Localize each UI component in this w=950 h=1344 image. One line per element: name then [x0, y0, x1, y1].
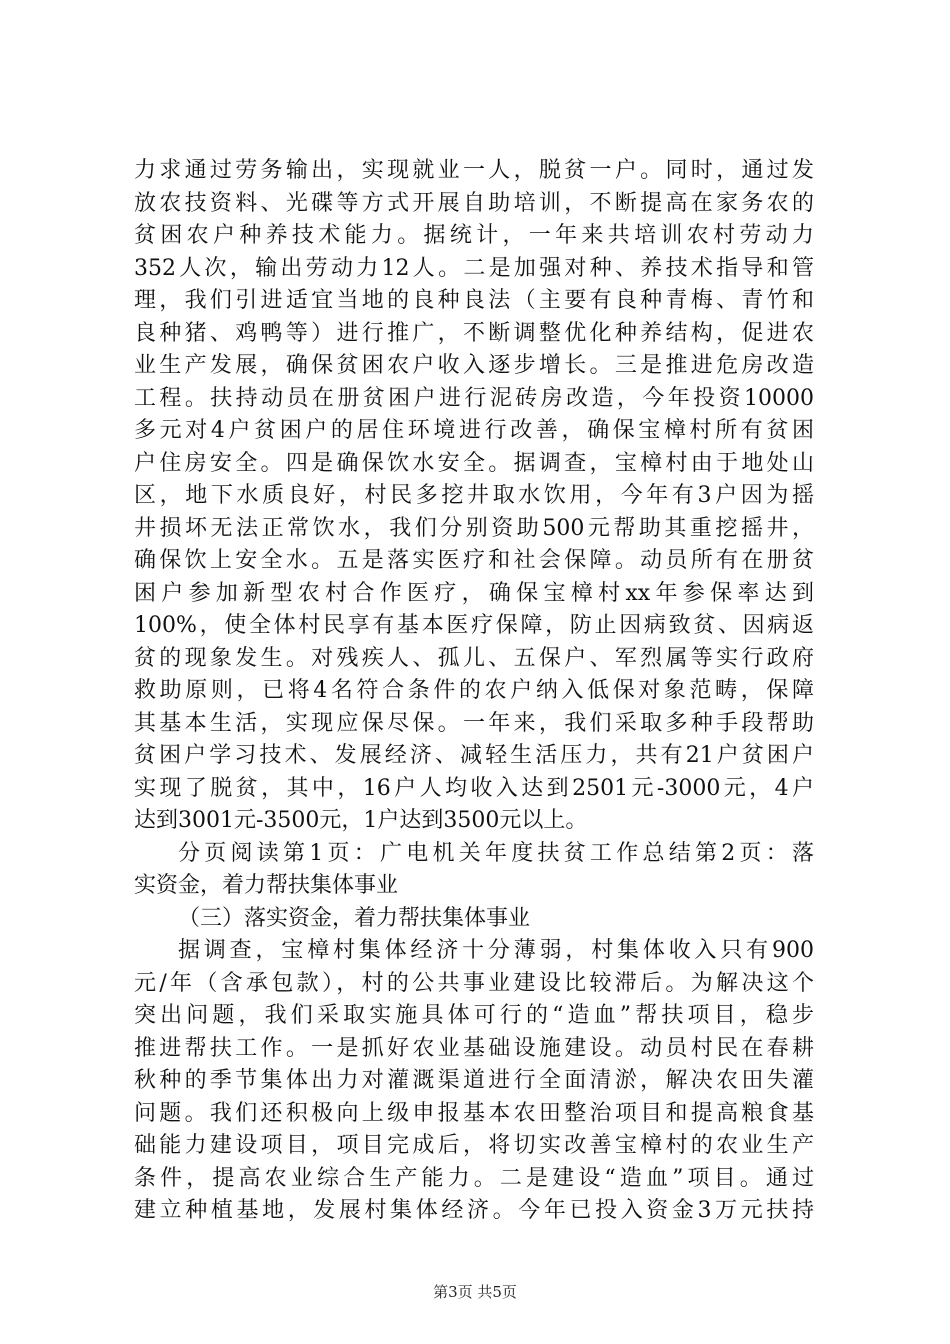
text-line: 问题。我们还积极向上级申报基本农田整治项目和提高粮食基	[134, 1100, 814, 1126]
text-line: 放农技资料、光碟等方式开展自助培训，不断提高在家务农的	[134, 190, 814, 216]
text-line: 业生产发展，确保贫困农户收入逐步增长。三是推进危房改造	[134, 353, 814, 378]
text-line: 秋种的季节集体出力对灌溉渠道进行全面清淤，解决农田失灌	[134, 1068, 814, 1093]
text-line: 良种猪、鸡鸭等）进行推广，不断调整优化种养结构，促进农	[134, 320, 814, 346]
section-heading: （三）落实资金，着力帮扶集体事业	[178, 905, 531, 931]
text-line: 条件，提高农业综合生产能力。二是建设“造血”项目。通过	[134, 1165, 814, 1191]
text-line: 工程。扶持动员在册贫困户进行泥砖房改造，今年投资10000	[134, 385, 814, 411]
text-line: 困户参加新型农村合作医疗，确保宝樟村xx年参保率达到	[134, 580, 814, 606]
text-line: 贫的现象发生。对残疾人、孤儿、五保户、军烈属等实行政府	[134, 645, 814, 671]
text-line: 区，地下水质良好，村民多挖井取水饮用，今年有3户因为摇	[134, 483, 814, 508]
text-line: 井损坏无法正常饮水，我们分别资助500元帮助其重挖摇井，	[134, 515, 814, 541]
text-line: 理，我们引进适宜当地的良种良法（主要有良种青梅、青竹和	[134, 288, 814, 313]
text-line: 确保饮上安全水。五是落实医疗和社会保障。动员所有在册贫	[134, 548, 814, 573]
text-line: 户住房安全。四是确保饮水安全。据调查，宝樟村由于地处山	[134, 450, 814, 476]
text-line: 贫困农户种养技术能力。据统计，一年来共培训农村劳动力	[134, 223, 814, 248]
text-line: 力求通过劳务输出，实现就业一人，脱贫一户。同时，通过发	[134, 158, 814, 183]
pagination-note: 分页阅读第1页：广电机关年度扶贫工作总结第2页：落	[178, 840, 814, 866]
text-line: 352人次，输出劳动力12人。二是加强对种、养技术指导和管	[134, 255, 814, 281]
text-line: 贫困户学习技术、发展经济、减轻生活压力，共有21户贫困户	[134, 743, 814, 768]
pagination-note: 实资金，着力帮扶集体事业	[134, 873, 399, 898]
document-body	[134, 155, 814, 1228]
text-line: 其基本生活，实现应保尽保。一年来，我们采取多种手段帮助	[134, 710, 814, 736]
text-line: 突出问题，我们采取实施具体可行的“造血”帮扶项目，稳步	[134, 1003, 814, 1028]
text-line: 建立种植基地，发展村集体经济。今年已投入资金3万元扶持	[134, 1198, 814, 1223]
text-line: 实现了脱贫，其中，16户人均收入达到2501元-3000元，4户	[134, 775, 814, 801]
text-line: 据调查，宝樟村集体经济十分薄弱，村集体收入只有900	[178, 938, 814, 963]
text-line: 100%，使全体村民享有基本医疗保障，防止因病致贫、因病返	[134, 613, 814, 638]
text-line: 救助原则，已将4名符合条件的农户纳入低保对象范畴，保障	[134, 678, 814, 703]
text-line: 元/年（含承包款），村的公共事业建设比较滞后。为解决这个	[134, 970, 814, 996]
text-line: 推进帮扶工作。一是抓好农业基础设施建设。动员村民在春耕	[134, 1035, 814, 1061]
text-line: 达到3001元-3500元，1户达到3500元以上。	[134, 808, 588, 833]
text-line: 础能力建设项目，项目完成后，将切实改善宝樟村的农业生产	[134, 1133, 814, 1158]
page-footer: 第3页 共5页	[433, 1283, 517, 1301]
text-line: 多元对4户贫困户的居住环境进行改善，确保宝樟村所有贫困	[134, 418, 814, 443]
